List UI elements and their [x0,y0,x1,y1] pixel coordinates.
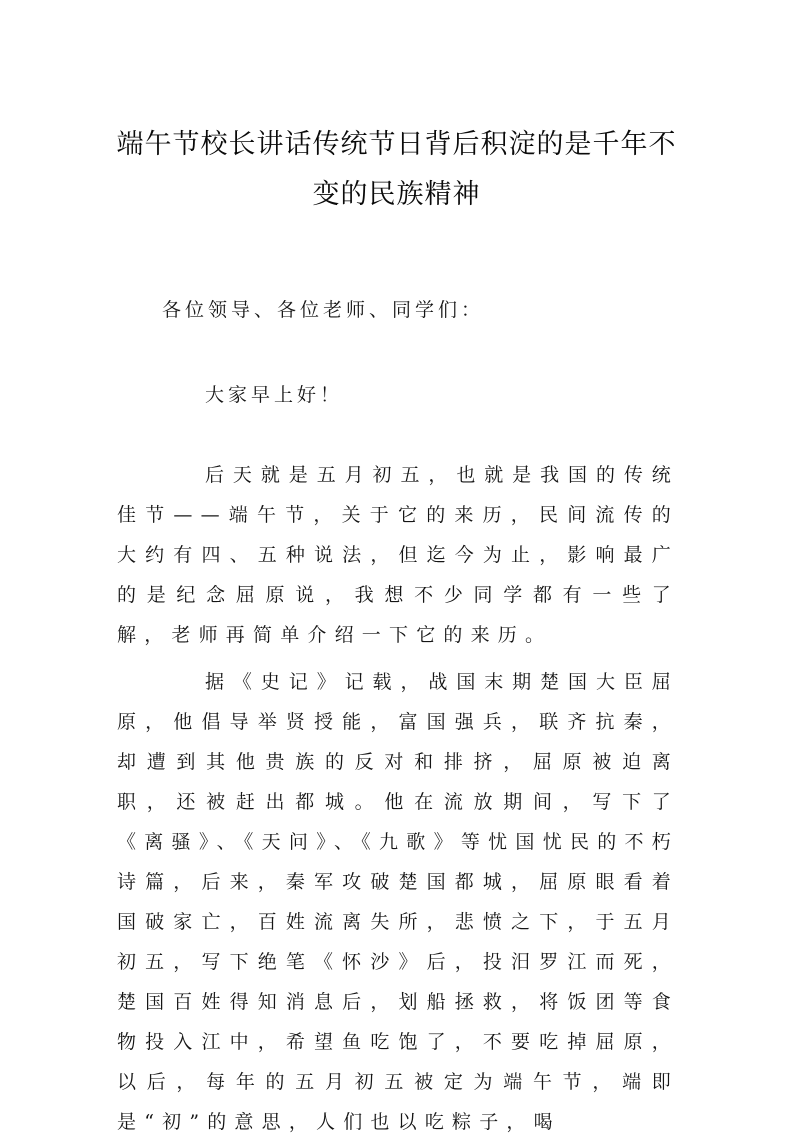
greeting: 大家早上好！ [205,384,344,406]
paragraph-origin-intro: 后天就是五月初五，也就是我国的传统佳节——端午节，关于它的来历，民间流传的大约有四、五种说法，但迄今为止，影响最广的是纪念屈原说，我想不少同学都有一些了解，老师再简单介绍一下它的来历。 [117,464,679,646]
paragraph-qu-yuan-story: 据《史记》记载，战国末期楚国大臣屈原，他倡导举贤授能，富国强兵，联齐抗秦，却遭到其他贵族的反对和排挤，屈原被迫离职，还被赶出都城。他在流放期间，写下了《离骚》、《天问》、《九歌》等忧国忧民的不朽诗篇，后来，秦军攻破楚国都城，屈原眼看着国破家亡，百姓流离失所，悲愤之下，于五月初五，写下绝笔《怀沙》后，投汨罗江而死，楚国百姓得知消息后，划船拯救，将饭团等食物投入江中，希望鱼吃饱了，不要吃掉屈原，以后，每年的五月初五被定为端午节，端即是“初”的意思，人们也以吃粽子，喝 [117,671,679,1133]
salutation: 各位领导、各位老师、同学们： [162,299,485,321]
document-title: 端午节校长讲话传统节日背后积淀的是千年不变的民族精神 [116,129,677,210]
